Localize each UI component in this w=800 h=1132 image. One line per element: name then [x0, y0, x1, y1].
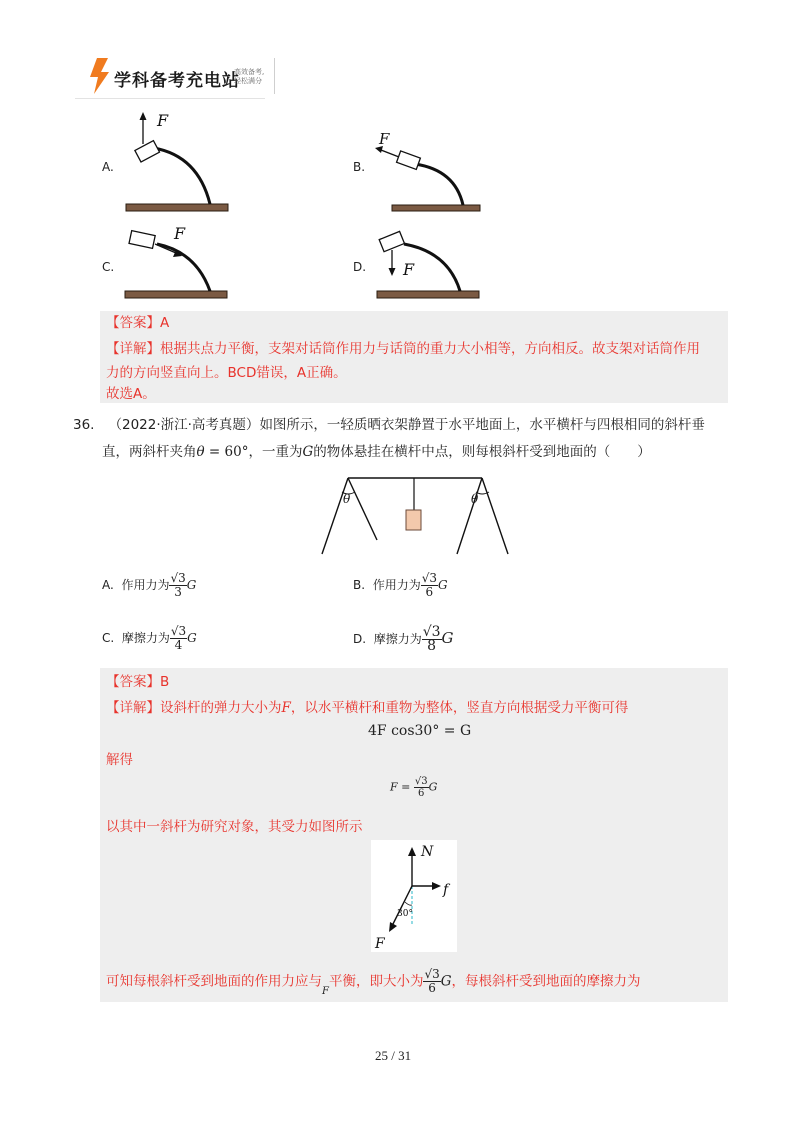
q36-option-b[interactable]	[353, 572, 448, 599]
option-label: D.	[353, 632, 367, 646]
option-g: G	[437, 578, 448, 592]
ground	[392, 205, 480, 211]
option-label: B.	[353, 578, 366, 592]
option-fraction: $\frac{√3}{4}$	[170, 624, 187, 652]
fbd-force-label: F	[375, 936, 385, 952]
option-label: A.	[102, 578, 114, 592]
solve-label: 解得	[106, 752, 133, 768]
final-text-c: ，每根斜杆受到地面的摩擦力为	[451, 973, 641, 990]
q35-option-a-label: A.	[102, 160, 114, 174]
option-text: 摩擦力为	[121, 631, 170, 645]
force-label-c: F	[174, 224, 186, 243]
option-text: 摩擦力为	[373, 632, 422, 646]
eq2-lhs: F =	[390, 780, 414, 794]
final-line	[106, 968, 641, 997]
option-fraction: $\frac{√3}{8}$	[422, 624, 441, 654]
force-label-a: F	[157, 111, 169, 130]
eq2-g: G	[428, 780, 438, 794]
final-g: G	[440, 973, 452, 990]
hanging-weight	[406, 510, 421, 530]
q36-detail-tag: 【详解】	[106, 700, 160, 716]
final-fraction: $\frac{√3}{6}$	[424, 967, 440, 995]
equation-1: 4F cos30° = G	[368, 723, 472, 739]
fbd-n-label: N	[421, 844, 434, 860]
final-text-a: 可知每根斜杆受到地面的作用力应与	[106, 973, 322, 990]
q35-answer-box	[100, 311, 728, 403]
free-body-diagram	[371, 840, 457, 952]
weight-symbol: G	[302, 444, 314, 460]
q35-figure-a	[120, 108, 240, 214]
header-rule	[75, 98, 265, 99]
option-text: 作用力为	[372, 578, 421, 592]
ground	[126, 204, 228, 211]
equation-2	[390, 776, 437, 799]
fbd-f-label: f	[443, 882, 449, 898]
q35-detail-tag: 【详解】	[106, 341, 160, 357]
option-label: C.	[102, 631, 115, 645]
study-line: 以其中一斜杆为研究对象，其受力如图所示	[106, 819, 363, 835]
q36-stem-text1: 如图所示，一轻质晒衣架静置于水平地面上，水平横杆与四根相同的斜杆垂	[259, 417, 705, 433]
q35-answer-tag: 【答案】A	[106, 315, 170, 331]
q36-rack-figure	[318, 470, 514, 560]
q35-detail-text1: 根据共点力平衡，支架对话筒作用力与话筒的重力大小相等，方向相反。故支架对话筒作用	[160, 341, 700, 357]
theta-label-right: θ	[471, 492, 479, 506]
ground	[125, 291, 227, 298]
option-fraction: $\frac{√3}{3}$	[170, 571, 186, 599]
eq2-fraction: $\frac{√3}{6}$	[414, 776, 428, 799]
fbd-angle-label: 30°	[397, 909, 413, 919]
option-text: 作用力为	[121, 578, 170, 592]
theta-symbol: θ	[196, 444, 205, 460]
slogan-line2: 轻松满分	[234, 77, 262, 85]
q35-detail-line3: 故选A。	[106, 386, 156, 402]
final-text-b: 平衡，即大小为	[328, 973, 424, 990]
q36-option-a[interactable]	[102, 572, 196, 599]
q36-number: 36.	[73, 417, 95, 433]
logo-text: 学科备考充电站	[114, 71, 240, 91]
page-number: 25 / 31	[375, 1048, 412, 1063]
header-logo	[88, 58, 278, 96]
theta-label-left: θ	[343, 492, 351, 506]
angle-value: = 60°	[204, 444, 249, 460]
option-g: G	[441, 629, 454, 647]
q35-option-c-label: C.	[102, 260, 115, 274]
logo-divider	[274, 58, 275, 94]
q35-option-b-label: B.	[353, 160, 366, 174]
force-label-b: F	[379, 130, 390, 148]
ground	[377, 291, 479, 298]
q35-figure-d	[370, 222, 485, 302]
q35-detail-line1	[106, 336, 722, 362]
q35-figure-c	[120, 222, 240, 302]
q36-detail-text1b: ，以水平横杆和重物为整体，竖直方向根据受力平衡可得	[290, 700, 629, 716]
q36-stem-line2	[102, 439, 651, 466]
final-f: F	[322, 985, 329, 997]
option-g: G	[187, 631, 197, 645]
option-g: G	[186, 578, 197, 592]
q36-detail-text1a: 设斜杆的弹力大小为	[160, 700, 282, 716]
q36-stem-line1	[73, 412, 705, 439]
logo-slogan	[234, 68, 264, 86]
force-label-d: F	[403, 260, 415, 279]
q36-stem-text2c: 的物体悬挂在横杆中点，则每根斜杆受到地面的（ ）	[313, 444, 651, 460]
option-fraction: $\frac{√3}{6}$	[421, 571, 437, 599]
force-symbol: F	[281, 700, 291, 716]
q36-answer-tag: 【答案】B	[106, 674, 170, 690]
q35-detail-line2: 力的方向竖直向上。BCD错误，A正确。	[106, 365, 347, 381]
q36-stem-text2b: ，一重为	[248, 444, 303, 460]
slogan-line1: 高效备考,	[234, 68, 265, 76]
q36-option-d[interactable]	[353, 625, 454, 653]
lightning-icon	[88, 58, 110, 94]
q35-figure-b	[370, 128, 485, 216]
q35-option-d-label: D.	[353, 260, 367, 274]
q36-detail-line1	[106, 695, 628, 722]
q36-answer-box	[100, 668, 728, 1002]
q36-source: （2022·浙江·高考真题）	[108, 417, 260, 433]
q36-stem-text2a: 直，两斜杆夹角	[102, 444, 197, 460]
q36-option-c[interactable]	[102, 625, 197, 652]
